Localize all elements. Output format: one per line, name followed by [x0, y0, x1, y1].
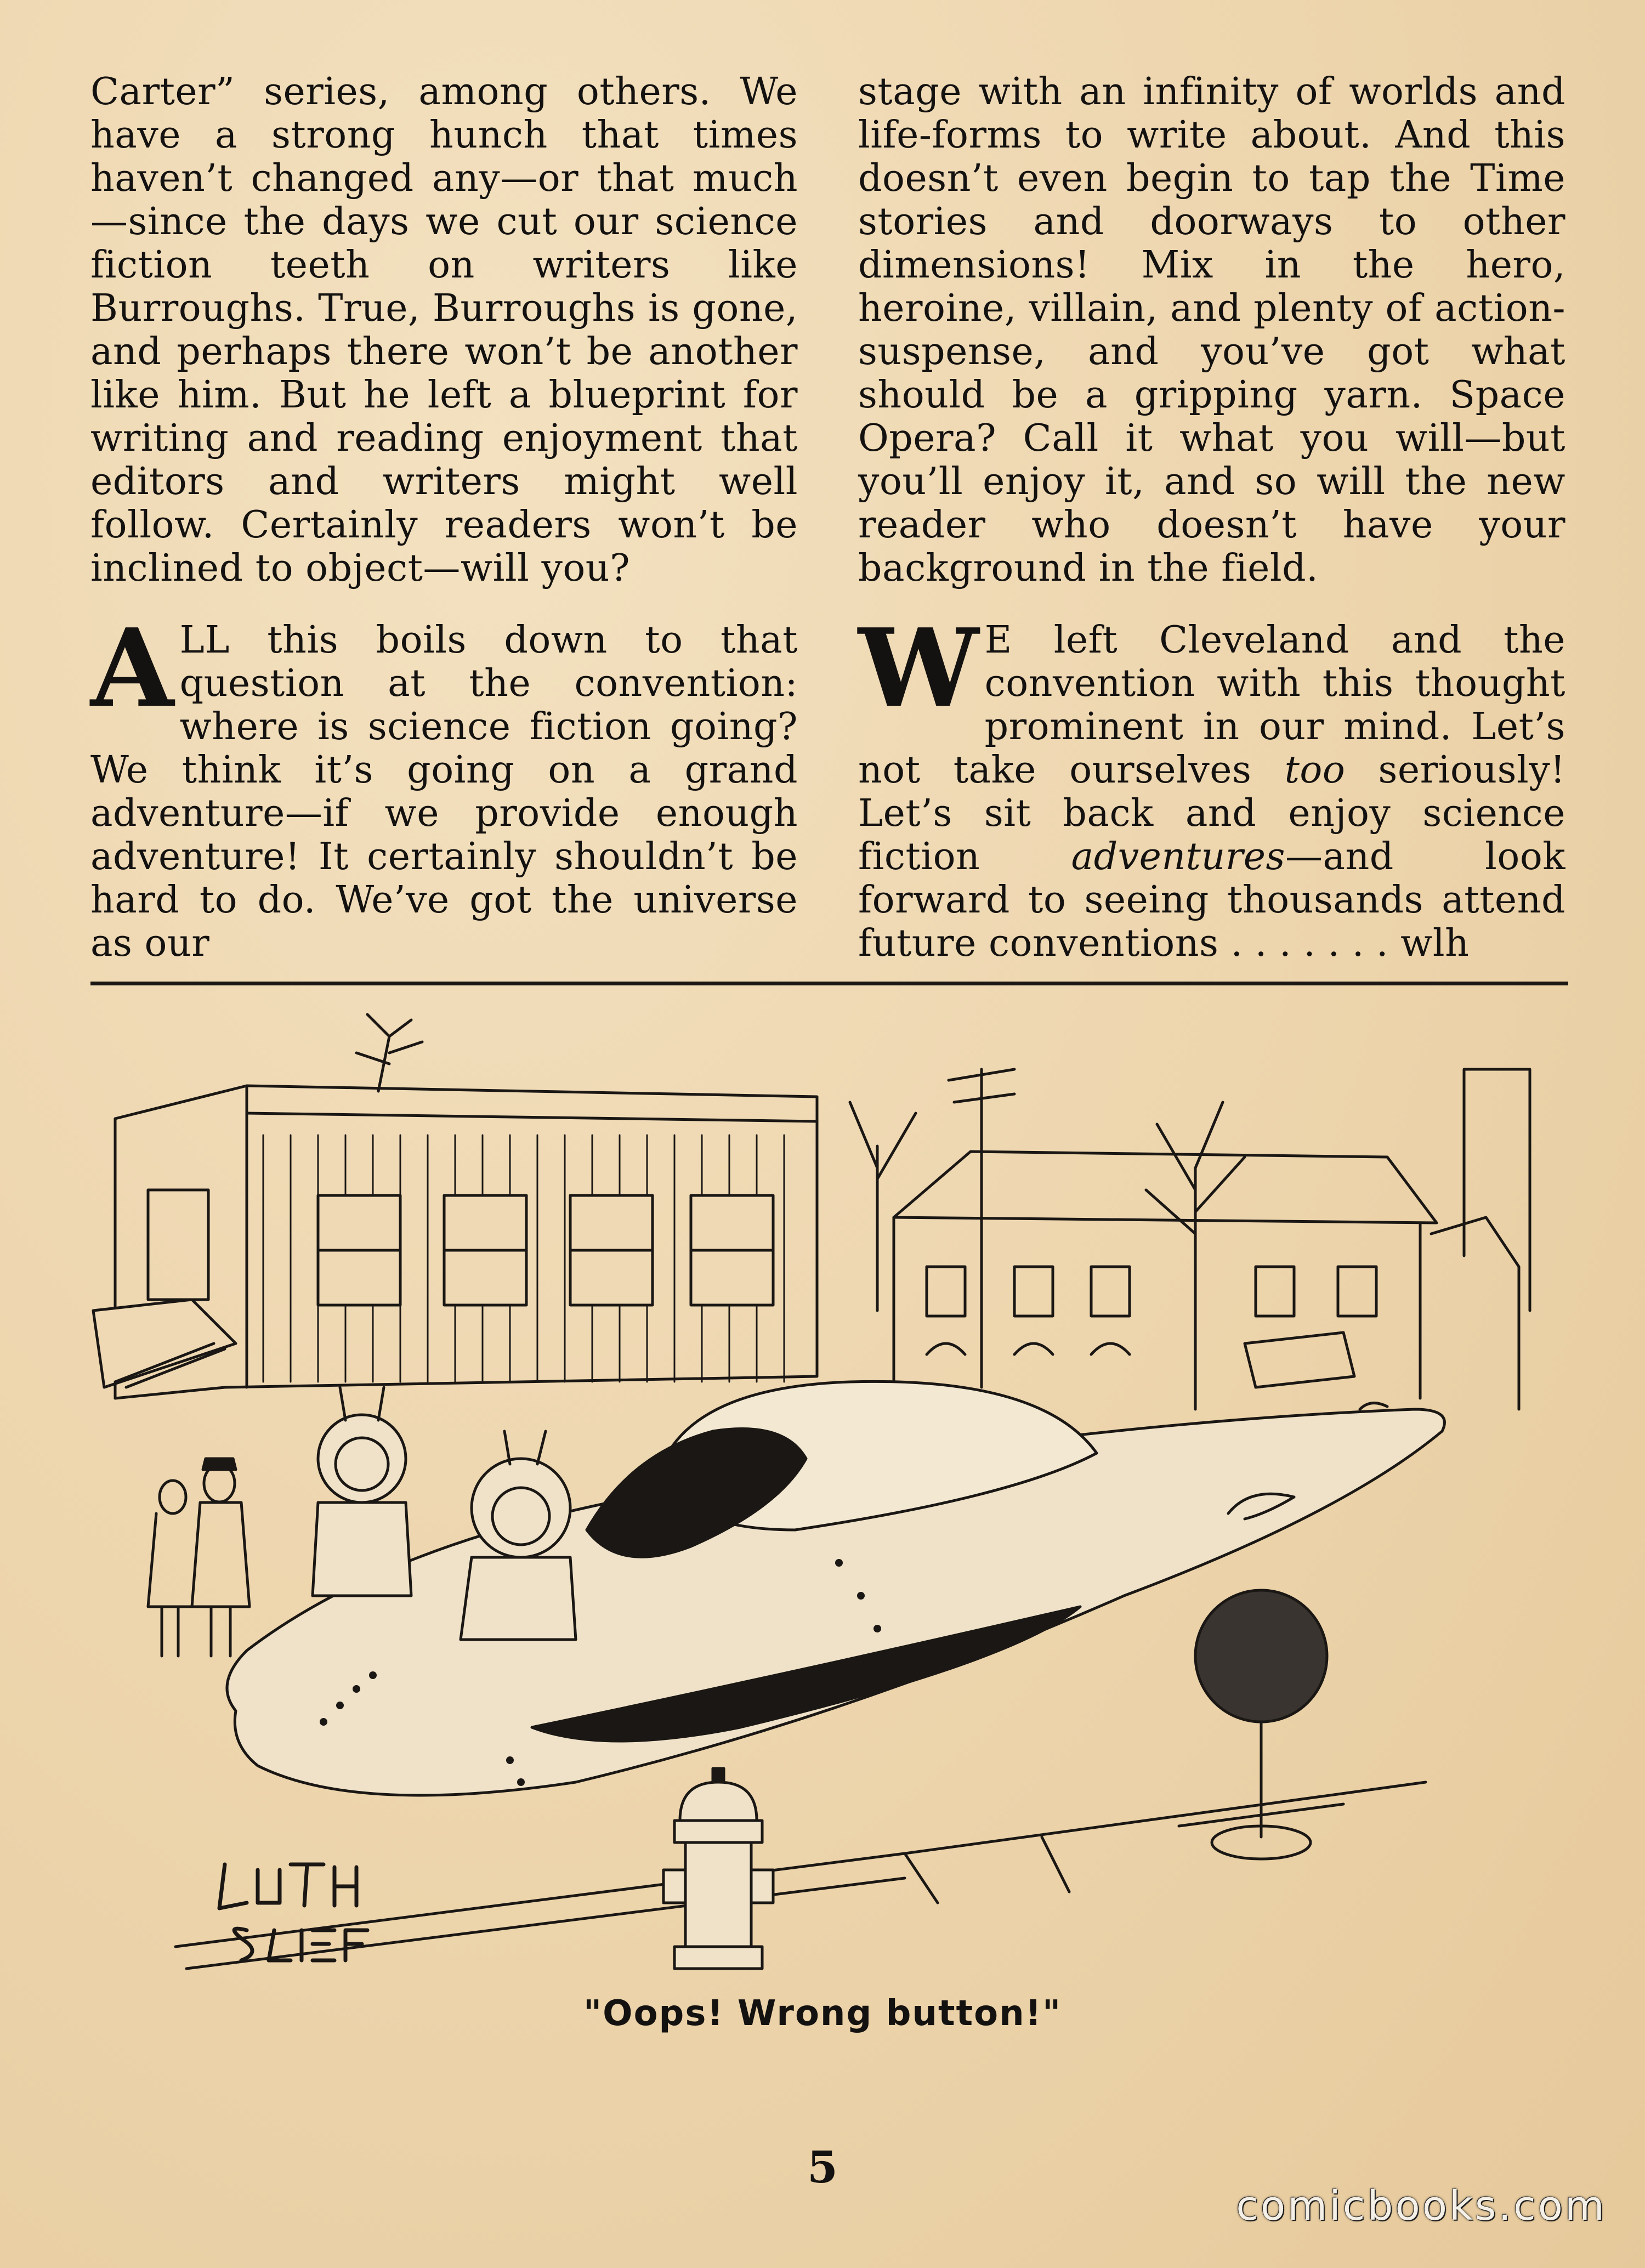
fire-hydrant-icon — [663, 1768, 773, 1969]
left-text-column — [90, 70, 798, 994]
left-building — [93, 1014, 817, 1398]
page-number: 5 — [807, 2141, 838, 2193]
right-paragraph-2 — [858, 605, 1565, 965]
drop-cap-w: W — [858, 605, 979, 732]
street-sign — [1195, 1590, 1327, 1859]
emphasis-too: too — [1284, 749, 1346, 792]
emphasis-adventures: adventures — [1071, 835, 1285, 878]
right-building — [850, 1069, 1530, 1409]
watermark-logo: comicbooks.com — [1236, 2182, 1607, 2230]
left-paragraph-1: Carter” series, among others. We have a strong hunch that times haven’t changed any—or that much —since the days we cut our science fiction teeth on writers like Burroughs. True, Burroughs is gone, and perhaps there won’t be another like him. But he left a blueprint for writing and reading enjoyment that editors and writers might well follow. Certainly readers won’t be inclined to object—will you? — [90, 70, 798, 590]
left-paragraph-2 — [90, 605, 798, 965]
artist-signature — [219, 1864, 367, 1960]
divider-rule — [90, 982, 1568, 985]
right-paragraph-2-text-a: E left Cleveland and the convention with this thought prominent in our mind. Let’s not take ourselves — [858, 619, 1565, 792]
editor-initials: wlh — [1400, 922, 1470, 965]
right-text-column — [858, 70, 1565, 994]
curb — [175, 1782, 1426, 1969]
right-paragraph-1: stage with an infinity of worlds and life-forms to write about. And this doesn’t even begin to tap the Time stories and doorways to other dimensions! Mix in the hero, heroine, villain, and plenty of action-suspense, and you’ve got what should be a gripping yarn. Space Opera? Call it what you will—but you’ll enjoy it, and so will the new reader who doesn’t have your background in the field. — [858, 70, 1565, 590]
cartoon-illustration — [82, 1003, 1568, 1991]
right-paragraph-2-text-c: —and look forward to seeing thousands attend future conventions — [858, 835, 1565, 965]
bystanders — [148, 1459, 249, 1656]
cartoon-caption: "Oops! Wrong button!" — [583, 1993, 1062, 2034]
leader-dots: . . . . . . . — [1218, 922, 1401, 965]
left-paragraph-2-text: LL this boils down to that question at the convention: where is science fiction going? We think it’s going on a grand adventure—if we provide enough adventure! It certainly shouldn’t be hard to do. We’ve got the universe as our — [90, 619, 798, 965]
drop-cap-a: A — [90, 605, 174, 732]
right-paragraph-2-text-b: seriously! Let’s sit back and enjoy science fiction — [858, 749, 1565, 878]
